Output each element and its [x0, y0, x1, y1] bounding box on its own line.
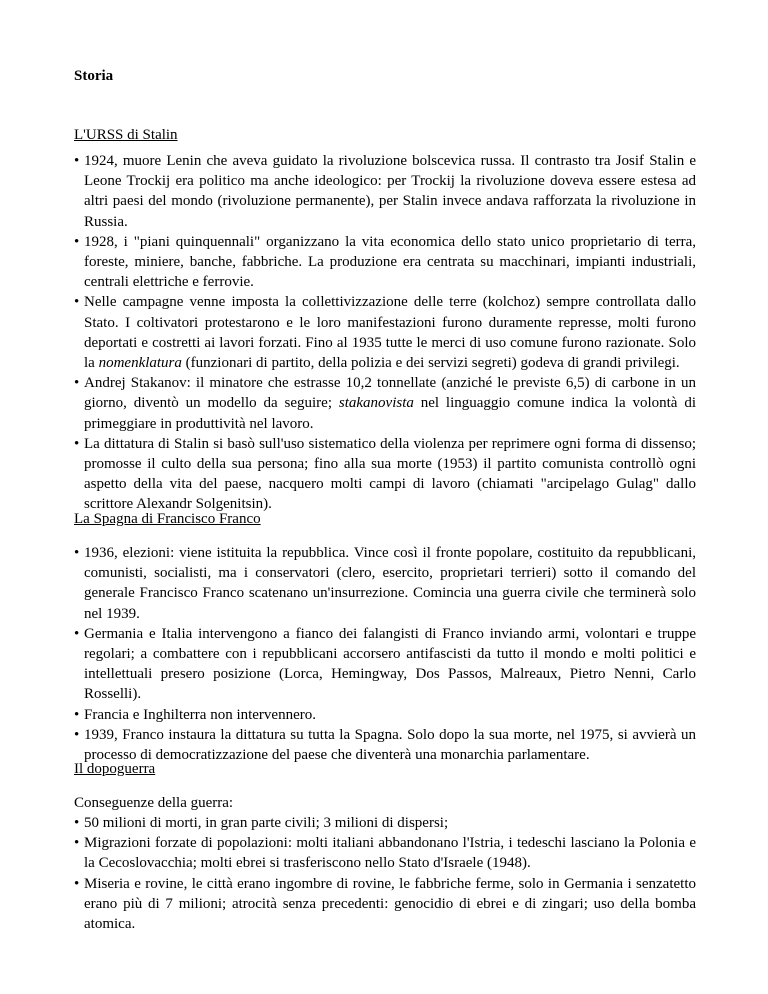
bullet-icon: • [74, 153, 80, 169]
bullet-icon: • [74, 815, 80, 831]
bullet-icon: • [74, 625, 80, 642]
section-heading-urss: L'URSS di Stalin [74, 127, 178, 143]
italic-term: stakanovista [338, 395, 414, 412]
list-item [74, 373, 696, 434]
list-item-text: Nelle campagne venne imposta la collettivizzazione delle terre (kolchoz) sempre controllata dallo Stato. I coltivatori protestarono e le loro manifestazioni furono duramente represse, molti furono deportati e costretti ai lavori forzati. Fino al 1935 tutte le merci di uso comune furono razionate. Solo la [84, 294, 696, 372]
list-item-text: 50 milioni di morti, in gran parte civili; 3 milioni di dispersi; [84, 815, 449, 831]
list-item-text: Germania e Italia intervengono a fianco dei falangisti di Franco inviando armi, volontari e truppe regolari; a combattere con i repubblicani accorsero antifascisti da tutto il mondo e molti politici e intellettuali presero posizione (Lorca, Hemingway, Dos Passos, Malreaux, Pietro Nenni, Carlo Rosselli). [84, 625, 696, 703]
section-heading-dopoguerra: Il dopoguerra [74, 761, 156, 777]
list-item [74, 151, 696, 232]
list-item [74, 813, 696, 833]
bullet-icon: • [74, 294, 80, 311]
list-item [74, 624, 696, 705]
list-urss [74, 151, 696, 515]
list-item [74, 434, 696, 515]
list-item [74, 725, 696, 765]
list-item [74, 292, 696, 373]
bullet-icon: • [74, 706, 80, 723]
list-item-text: 1924, muore Lenin che aveva guidato la rivoluzione bolscevica russa. Il contrasto tra Josif Stalin e Leone Trockij era politico ma anche ideologico: per Trockij la rivoluzione doveva essere estesa ad altri paesi del mondo (rivoluzione permanente), per Stalin invece andava rafforzata la rivoluzione in Russia. [84, 153, 696, 230]
list-item-text: 1928, i "piani quinquennali" organizzano la vita economica dello stato unico proprietario di terra, foreste, miniere, banche, fabbriche. La produzione era centrata su macchinari, impianti industriali, centrali elettriche e ferrovie. [84, 233, 696, 291]
list-item-text: Francia e Inghilterra non intervennero. [84, 706, 316, 723]
bullet-icon: • [74, 435, 80, 452]
list-item-text: Andrej Stakanov: il minatore che estrasse 10,2 tonnellate (anziché le previste 6,5) di carbone in un giorno, diventò un modello da seguire; [84, 375, 696, 412]
italic-term: nomenklatura [98, 355, 182, 372]
list-dopoguerra [74, 813, 696, 934]
bullet-icon: • [74, 233, 80, 250]
list-item [74, 543, 696, 624]
section-heading-spagna: La Spagna di Francisco Franco [74, 511, 261, 527]
list-item [74, 705, 696, 725]
list-item-text: nel linguaggio comune indica la volontà di primeggiare in produttività nel lavoro. [84, 395, 696, 432]
bullet-icon: • [74, 545, 80, 561]
bullet-icon: • [74, 835, 80, 852]
list-item-text: Miseria e rovine, le città erano ingombre di rovine, le fabbriche ferme, solo in Germania i senzatetto erano più di 7 milioni; atrocità senza precedenti: genocidio di ebrei e di zingari; uso della bomba atomica. [84, 875, 696, 933]
page-title: Storia [74, 68, 114, 84]
list-item-text: (funzionari di partito, della polizia e dei servizi segreti) godeva di grandi privilegi. [181, 355, 680, 372]
list-item-text: 1936, elezioni: viene istituita la repubblica. Vince così il fronte popolare, costituito da repubblicani, comunisti, socialisti, ma i conservatori (clero, esercito, proprietari terrieri) sotto il comando del generale Francisco Franco scatenano un'insurrezione. Comincia una guerra civile che terminerà solo nel 1939. [84, 545, 696, 622]
bullet-icon: • [74, 375, 80, 392]
bullet-icon: • [74, 726, 80, 743]
list-item-text: 1939, Franco instaura la dittatura su tutta la Spagna. Solo dopo la sua morte, nel 1975, si avvierà un processo di democratizzazione del paese che diventerà una monarchia parlamentare. [84, 726, 696, 764]
bullet-icon: • [74, 875, 80, 892]
dopoguerra-intro: Conseguenze della guerra: [74, 795, 234, 811]
list-item [74, 232, 696, 293]
list-item [74, 833, 696, 873]
list-item-text: Migrazioni forzate di popolazioni: molti italiani abbandonano l'Istria, i tedeschi lasciano la Polonia e la Cecoslovacchia; molti ebrei si trasferiscono nello Stato d'Israele (1948). [84, 835, 696, 872]
list-spagna [74, 543, 696, 765]
list-item-text: La dittatura di Stalin si basò sull'uso sistematico della violenza per reprimere ogni forma di dissenso; promosse il culto della sua persona; fino alla sua morte (1953) il partito comunista controllò ogni aspetto della vita del paese, nacquero molti campi di lavoro (chiamati "arcipelago Gulag" dallo scrittore Alexandr Solgenitsin). [84, 435, 696, 513]
list-item [74, 874, 696, 935]
